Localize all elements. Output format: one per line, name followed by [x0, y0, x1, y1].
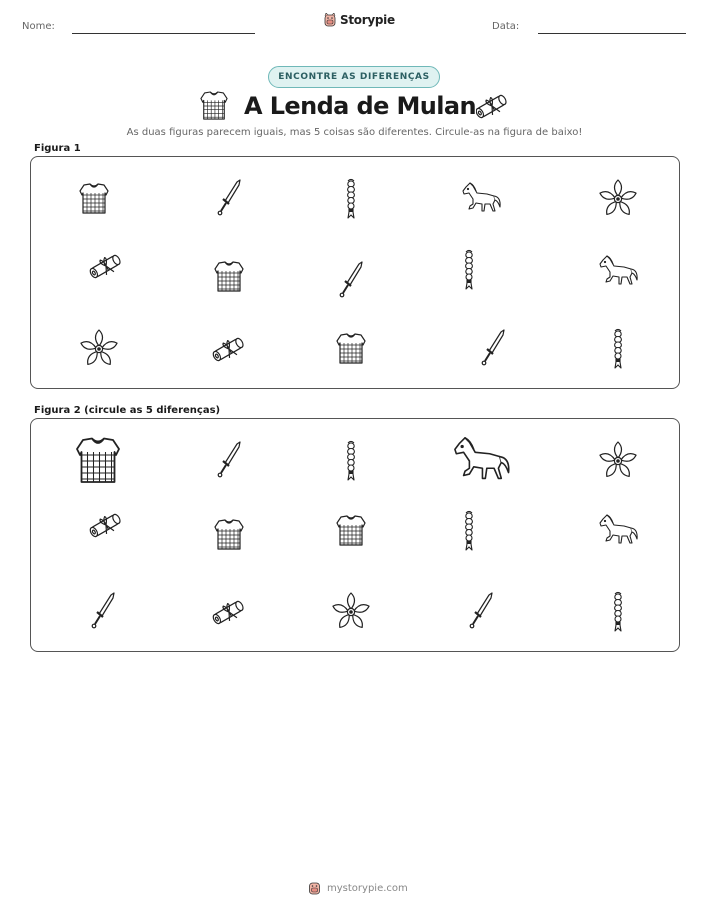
sword-icon[interactable]: [470, 593, 492, 628]
figure-2-panel[interactable]: [30, 418, 680, 652]
name-field[interactable]: [72, 33, 255, 34]
figure-1-canvas: [31, 157, 681, 390]
horse-icon[interactable]: [455, 438, 509, 479]
armor-icon: [200, 90, 228, 122]
armor-icon: [215, 262, 243, 291]
braid-icon: [348, 180, 355, 219]
braid-icon[interactable]: [615, 593, 622, 632]
flower-icon[interactable]: [599, 442, 637, 478]
horse-icon[interactable]: [600, 515, 637, 543]
scroll-icon: [210, 335, 246, 366]
page-title: A Lenda de Mulan: [244, 92, 477, 120]
sword-icon: [482, 330, 504, 365]
braid-icon: [466, 251, 473, 290]
armor-icon: [337, 334, 365, 363]
armor-icon[interactable]: [215, 520, 243, 549]
scroll-icon: [87, 252, 123, 283]
brand-logo: [324, 13, 395, 27]
braid-icon[interactable]: [466, 512, 473, 551]
activity-badge: ENCONTRE AS DIFERENÇAS: [268, 66, 440, 88]
armor-icon: [80, 184, 108, 213]
horse-icon: [463, 183, 500, 211]
figure-1-label: Figura 1: [34, 143, 81, 154]
brand-name: Storypie: [340, 13, 395, 27]
instructions: As duas figuras parecem iguais, mas 5 coisas são diferentes. Circule-as na figura de baixo!: [126, 127, 583, 138]
braid-icon[interactable]: [348, 442, 355, 481]
scroll-icon[interactable]: [210, 598, 246, 629]
flower-icon: [599, 180, 637, 216]
flower-icon: [80, 330, 118, 366]
date-field[interactable]: [538, 33, 686, 34]
armor-icon[interactable]: [337, 516, 365, 545]
date-label: Data:: [492, 21, 520, 32]
name-label: Nome:: [22, 21, 55, 32]
pig-mascot-icon: [308, 881, 321, 895]
scroll-icon: [476, 92, 508, 120]
sword-icon[interactable]: [218, 442, 240, 477]
figure-2-label: Figura 2 (circule as 5 diferenças): [34, 405, 221, 416]
figure-1-panel: [30, 156, 680, 389]
footer: [308, 881, 408, 895]
braid-icon: [615, 330, 622, 369]
sword-icon: [340, 262, 362, 297]
sword-icon: [218, 180, 240, 215]
figure-2-canvas[interactable]: [31, 419, 681, 653]
footer-url: mystorypie.com: [327, 882, 408, 894]
horse-icon: [600, 256, 637, 284]
scroll-icon[interactable]: [87, 511, 123, 542]
pig-mascot-icon: [324, 13, 336, 27]
flower-icon[interactable]: [332, 593, 370, 629]
sword-icon[interactable]: [92, 593, 114, 628]
armor-icon[interactable]: [77, 439, 119, 483]
